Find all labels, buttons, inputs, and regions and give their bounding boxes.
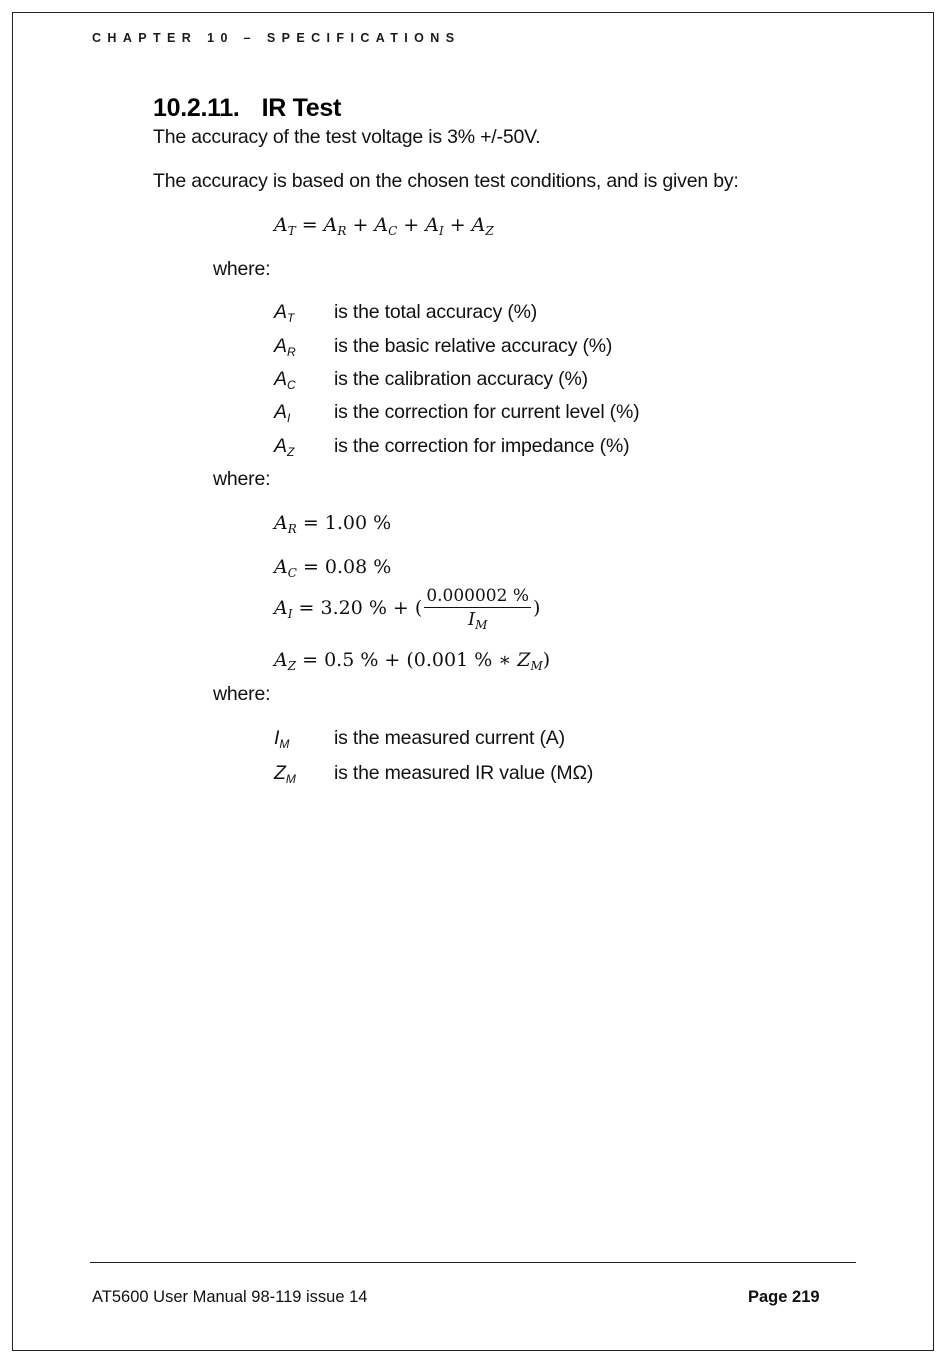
measured-text: is the measured IR value (MΩ) — [334, 762, 594, 784]
definition-symbol: $A_T$ — [274, 301, 295, 325]
definition-symbol: $A_I$ — [274, 401, 291, 425]
eq-plus-1: + — [352, 214, 369, 236]
eq-plus-2: + — [403, 214, 420, 236]
fraction-denominator: $I_M$ — [467, 609, 488, 632]
eq-term-2-sub: C — [388, 224, 398, 238]
ar-equation: $A_R = 1.00$ % — [274, 512, 392, 536]
main-equation — [274, 214, 494, 238]
page-border — [12, 12, 934, 1351]
measured-text: is the measured current (A) — [334, 727, 565, 749]
ac-equation: $A_C = 0.08$ % — [274, 556, 392, 580]
definition-symbol: $A_C$ — [274, 368, 296, 392]
definition-text: is the total accuracy (%) — [334, 301, 538, 323]
chapter-header: CHAPTER 10 – SPECIFICATIONS — [92, 31, 461, 45]
where-label-1: where: — [213, 258, 271, 280]
measured-symbol: $I_M$ — [274, 727, 290, 751]
eq-lhs-sub: T — [287, 224, 296, 238]
ai-fraction — [424, 586, 531, 632]
eq-plus-3: + — [449, 214, 466, 236]
definition-text: is the basic relative accuracy (%) — [334, 335, 613, 357]
intro-paragraph-1: The accuracy of the test voltage is 3% +/-50V. — [153, 126, 541, 148]
eq-lhs-symbol: A — [274, 214, 288, 236]
eq-term-3-sub: I — [438, 224, 444, 238]
definition-symbol: $A_Z$ — [274, 435, 295, 459]
definition-symbol: $A_R$ — [274, 335, 296, 359]
footer-divider — [90, 1262, 856, 1263]
footer-page-number: Page 219 — [748, 1288, 820, 1306]
measured-symbol: $Z_M$ — [274, 762, 296, 786]
section-number: 10.2.11. — [153, 94, 240, 122]
eq-equals: = — [301, 214, 318, 236]
definition-text: is the correction for current level (%) — [334, 401, 640, 423]
eq-term-1: A — [323, 214, 338, 236]
definition-text: is the correction for impedance (%) — [334, 435, 630, 457]
eq-term-4-sub: Z — [485, 224, 494, 238]
eq-term-3: A — [425, 214, 439, 236]
eq-term-1-sub: R — [337, 224, 347, 238]
az-equation: $A_Z = 0.5$ % + (0.001 % ∗ $Z_M$) — [274, 649, 551, 673]
intro-paragraph-2: The accuracy is based on the chosen test conditions, and is given by: — [153, 170, 739, 192]
definition-text: is the calibration accuracy (%) — [334, 368, 588, 390]
where-label-2: where: — [213, 468, 271, 490]
eq-term-2: A — [374, 214, 389, 236]
section-title: IR Test — [261, 94, 341, 122]
eq-term-4: A — [471, 214, 486, 236]
footer-manual-title: AT5600 User Manual 98-119 issue 14 — [92, 1288, 368, 1306]
where-label-3: where: — [213, 683, 271, 705]
ai-equation: $A_I = 3.20$ % + ( $\frac{0.000002 \%}{I_M}$ ) — [274, 586, 541, 632]
fraction-numerator: 0.000002 % — [426, 586, 529, 606]
section-heading — [153, 94, 341, 123]
